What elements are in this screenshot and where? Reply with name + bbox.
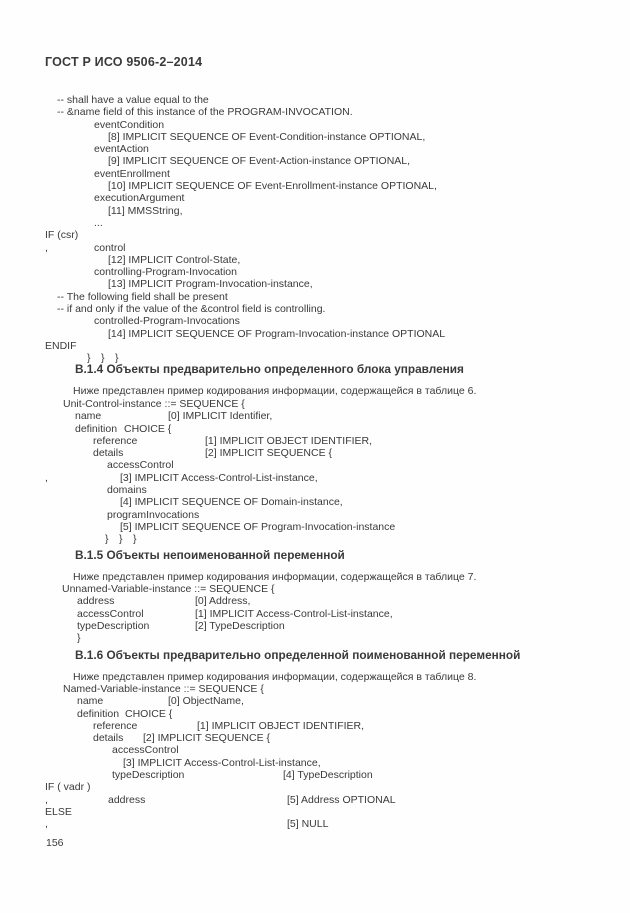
code-segment: [9] IMPLICIT SEQUENCE OF Event-Action-instance OPTIONAL, <box>108 155 411 168</box>
code-segment: typeDescription <box>112 769 185 782</box>
section-heading-b15: В.1.5 Объекты непоименованной переменной <box>75 548 345 562</box>
code-segment: IF ( vadr ) <box>45 781 91 794</box>
code-segment: [0] ObjectName, <box>168 695 244 708</box>
code-segment: [4] IMPLICIT SEQUENCE OF Domain-instance, <box>120 496 343 509</box>
code-segment: [1] IMPLICIT Access-Control-List-instance, <box>195 607 393 620</box>
code-block-program-invocation <box>45 94 605 365</box>
code-line <box>45 608 605 620</box>
section-intro-b14: Ниже представлен пример кодирования информации, содержащейся в таблице 6. <box>73 385 477 397</box>
code-segment: domains <box>107 484 147 497</box>
code-segment: -- &name field of this instance of the PROGRAM-INVOCATION. <box>57 106 353 119</box>
code-block-unit-control-instance <box>45 398 605 546</box>
code-segment: address <box>108 793 146 806</box>
code-line <box>45 459 605 471</box>
code-line <box>45 180 605 192</box>
code-line <box>45 131 605 143</box>
code-line <box>45 192 605 204</box>
code-segment: IF (csr) <box>45 229 79 242</box>
code-segment: [11] MMSString, <box>108 204 183 217</box>
code-segment: [12] IMPLICIT Control-State, <box>108 253 241 266</box>
code-line <box>45 168 605 180</box>
code-segment: controlling-Program-Invocation <box>94 266 237 279</box>
code-segment: Unnamed-Variable-instance ::= SEQUENCE { <box>62 583 275 595</box>
code-line <box>45 583 605 595</box>
code-line <box>45 720 605 732</box>
code-segment: -- if and only if the value of the &control field is controlling. <box>57 303 326 316</box>
code-segment: definition <box>75 422 118 435</box>
code-line <box>45 806 605 818</box>
section-heading-b14: В.1.4 Объекты предварительно определенного блока управления <box>75 362 464 376</box>
code-segment: [8] IMPLICIT SEQUENCE OF Event-Condition-instance OPTIONAL, <box>108 130 426 143</box>
code-line <box>45 315 605 327</box>
code-segment: -- The following field shall be present <box>57 290 228 303</box>
code-segment: } <box>133 533 137 546</box>
code-block-named-variable-instance <box>45 683 605 831</box>
code-line <box>45 291 605 303</box>
code-line <box>45 423 605 435</box>
code-segment: eventEnrollment <box>94 167 170 180</box>
code-segment: Unit-Control-instance ::= SEQUENCE { <box>63 398 245 410</box>
code-line <box>45 818 605 830</box>
code-segment: } <box>77 632 81 645</box>
code-segment: CHOICE { <box>124 422 172 435</box>
code-line <box>45 509 605 521</box>
code-line <box>45 205 605 217</box>
code-line <box>45 119 605 131</box>
code-segment: , <box>45 471 48 484</box>
code-segment: } <box>105 533 109 546</box>
code-segment: eventCondition <box>94 118 165 131</box>
code-segment: typeDescription <box>77 619 150 632</box>
code-line <box>45 472 605 484</box>
code-block-unnamed-variable-instance <box>45 583 605 644</box>
code-segment: programInvocations <box>107 508 200 521</box>
code-segment: [0] IMPLICIT Identifier, <box>168 410 273 423</box>
code-line <box>45 106 605 118</box>
code-line <box>45 533 605 545</box>
code-segment: name <box>75 410 102 423</box>
code-line <box>45 620 605 632</box>
code-segment: } <box>119 533 123 546</box>
code-segment: [2] IMPLICIT SEQUENCE { <box>143 732 271 745</box>
code-line <box>45 278 605 290</box>
code-segment: [10] IMPLICIT SEQUENCE OF Event-Enrollment-instance OPTIONAL, <box>108 180 437 193</box>
code-line <box>45 94 605 106</box>
code-segment: name <box>77 695 104 708</box>
code-line <box>45 143 605 155</box>
code-line <box>45 794 605 806</box>
code-segment: eventAction <box>94 143 149 156</box>
code-line <box>45 340 605 352</box>
page-number: 156 <box>46 837 64 849</box>
code-segment: address <box>77 595 115 608</box>
code-line <box>45 632 605 644</box>
code-line <box>45 254 605 266</box>
code-segment: [5] Address OPTIONAL <box>287 793 396 806</box>
code-segment: [2] TypeDescription <box>195 619 285 632</box>
code-line <box>45 410 605 422</box>
code-segment: Named-Variable-instance ::= SEQUENCE { <box>63 683 264 695</box>
code-line <box>45 155 605 167</box>
code-line <box>45 266 605 278</box>
code-segment: controlled-Program-Invocations <box>94 315 240 328</box>
code-segment: [1] IMPLICIT OBJECT IDENTIFIER, <box>205 434 373 447</box>
code-line <box>45 595 605 607</box>
code-line <box>45 708 605 720</box>
code-segment: [5] IMPLICIT SEQUENCE OF Program-Invocation-instance <box>120 520 396 533</box>
code-segment: details <box>93 447 124 460</box>
code-segment: [1] IMPLICIT OBJECT IDENTIFIER, <box>197 719 365 732</box>
code-line <box>45 769 605 781</box>
code-segment: , <box>45 241 48 254</box>
code-segment: [2] IMPLICIT SEQUENCE { <box>205 447 333 460</box>
code-line <box>45 744 605 756</box>
running-header: ГОСТ Р ИСО 9506-2–2014 <box>45 55 203 69</box>
code-segment: [4] TypeDescription <box>283 769 373 782</box>
code-segment: } <box>101 352 105 365</box>
code-segment: CHOICE { <box>125 707 173 720</box>
section-intro-b16: Ниже представлен пример кодирования информации, содержащейся в таблице 8. <box>73 671 477 683</box>
code-segment: [0] Address, <box>195 595 251 608</box>
code-segment: , <box>45 793 48 806</box>
code-segment: } <box>115 352 119 365</box>
code-segment: accessControl <box>107 459 174 472</box>
code-line <box>45 484 605 496</box>
code-line <box>45 328 605 340</box>
code-segment: [3] IMPLICIT Access-Control-List-instance, <box>120 471 318 484</box>
code-segment: details <box>93 732 124 745</box>
code-line <box>45 242 605 254</box>
code-segment: [3] IMPLICIT Access-Control-List-instance, <box>123 756 321 769</box>
code-segment: , <box>45 818 48 831</box>
code-line <box>45 435 605 447</box>
section-heading-b16: В.1.6 Объекты предварительно определенной поименованной переменной <box>75 648 521 662</box>
code-segment: definition <box>77 707 120 720</box>
code-segment: control <box>94 241 126 254</box>
code-segment: [13] IMPLICIT Program-Invocation-instance, <box>108 278 313 291</box>
code-line <box>45 303 605 315</box>
code-line <box>45 781 605 793</box>
code-segment: [14] IMPLICIT SEQUENCE OF Program-Invocation-instance OPTIONAL <box>108 327 446 340</box>
code-line <box>45 521 605 533</box>
code-segment: executionArgument <box>94 192 185 205</box>
code-segment: reference <box>93 719 138 732</box>
code-segment: } <box>87 352 91 365</box>
code-segment: [5] NULL <box>287 818 329 831</box>
code-segment: -- shall have a value equal to the <box>57 94 209 106</box>
section-intro-b15: Ниже представлен пример кодирования информации, содержащейся в таблице 7. <box>73 571 477 583</box>
code-segment: accessControl <box>77 607 144 620</box>
code-segment: accessControl <box>112 744 179 757</box>
code-line <box>45 732 605 744</box>
code-segment: reference <box>93 434 138 447</box>
code-segment: ENDIF <box>45 339 77 352</box>
code-line <box>45 447 605 459</box>
code-line <box>45 695 605 707</box>
code-line <box>45 496 605 508</box>
code-line <box>45 757 605 769</box>
code-line <box>45 398 605 410</box>
code-line <box>45 217 605 229</box>
code-segment: ... <box>94 216 103 229</box>
code-line <box>45 683 605 695</box>
code-line <box>45 229 605 241</box>
code-segment: ELSE <box>45 805 72 818</box>
